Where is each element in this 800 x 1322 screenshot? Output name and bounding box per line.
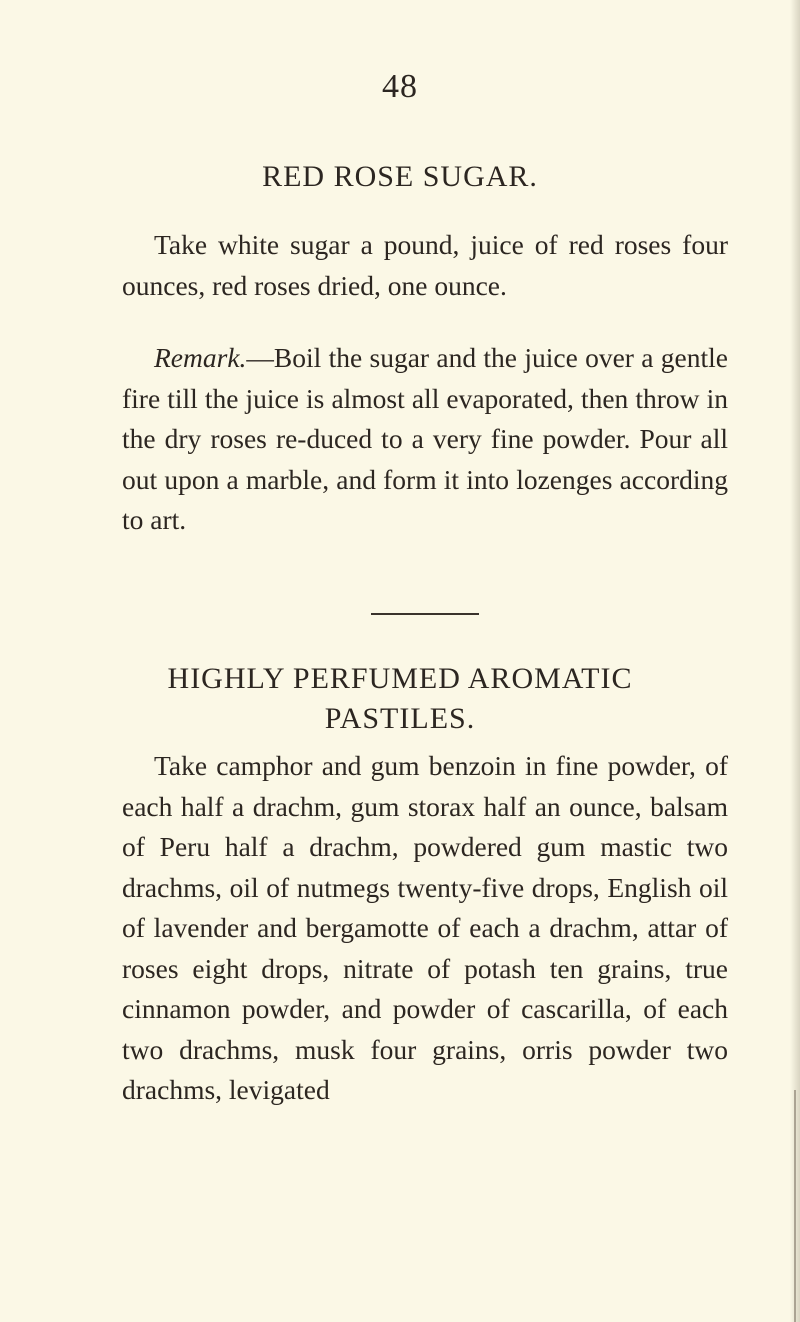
remark-text: —Boil the sugar and the juice over a gentle fire till the juice is almost all evaporated, then throw in the dry roses re-duced to a very fine powder. Pour all out upon a marble, and form it into lozenges according to art. [122, 342, 728, 535]
recipe-paragraph-pastiles: Take camphor and gum benzoin in fine powder, of each half a drachm, gum storax half an ounce, balsam of Peru half a drachm, powdered gum mastic two drachms, oil of nutmegs twenty-five drops, English oil of lavender and bergamotte of each a drachm, attar of roses eight drops, nitrate of potash ten grains, true cinnamon powder, and powder of cascarilla, of each two drachms, musk four grains, orris powder two drachms, levigated [122, 750, 728, 1105]
recipe-paragraph-red-rose-sugar: Take white sugar a pound, juice of red roses four ounces, red roses dried, one ounce. [122, 229, 728, 301]
page-edge-line [794, 1090, 796, 1322]
remark-label: Remark. [154, 342, 247, 373]
section-title-red-rose-sugar: RED ROSE SUGAR. [262, 160, 538, 193]
section-title-pastiles-line1: HIGHLY PERFUMED AROMATIC [167, 662, 633, 695]
remark-paragraph [122, 338, 728, 541]
section-title-pastiles-line2: PASTILES. [324, 702, 476, 735]
page-number: 48 [382, 68, 418, 105]
section-divider [371, 613, 479, 615]
